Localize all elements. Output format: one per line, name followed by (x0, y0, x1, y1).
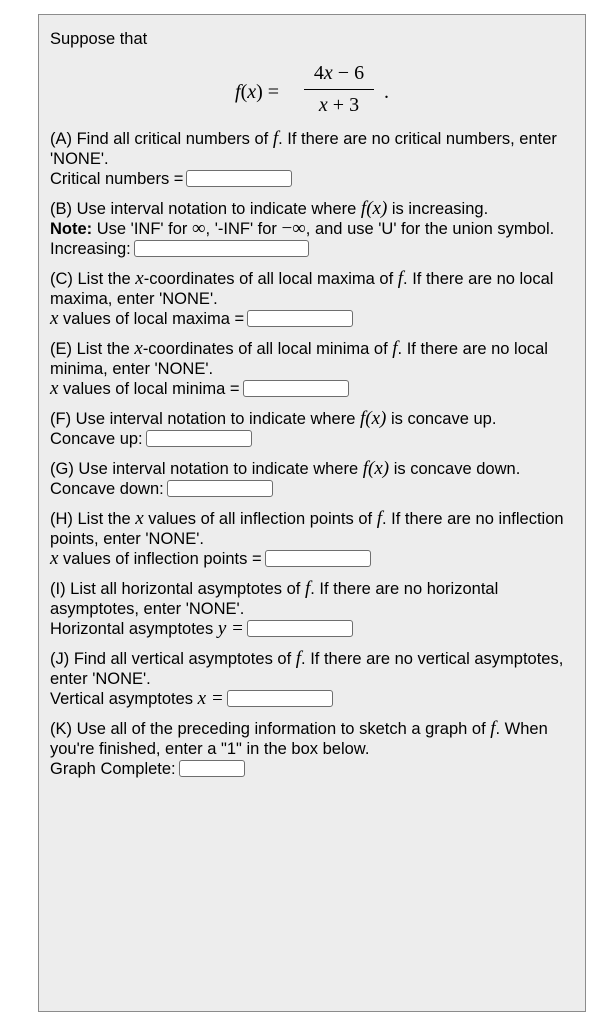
question-c (50, 269, 575, 329)
math-f: f (295, 648, 302, 669)
math-x: x (135, 508, 144, 529)
increasing-label: Increasing: (50, 240, 131, 258)
question-f-text: (F) Use interval notation to indicate where (50, 410, 360, 428)
formula-numerator: 4x − 6 (313, 62, 365, 84)
function-formula (50, 49, 575, 129)
math-x: x (135, 268, 144, 289)
math-f: f (376, 508, 382, 529)
local-minima-input[interactable] (243, 380, 349, 397)
local-maxima-input[interactable] (247, 310, 353, 327)
graph-complete-label: Graph Complete: (50, 760, 176, 778)
question-b-text-2: is increasing. (387, 200, 489, 218)
inflection-points-input[interactable] (265, 550, 371, 567)
negative-infinity-symbol: −∞ (281, 218, 306, 239)
question-f (50, 409, 575, 449)
critical-numbers-label: Critical numbers = (50, 170, 184, 188)
vertical-asymptotes-label: Vertical asymptotes (50, 690, 198, 708)
question-i (50, 579, 575, 639)
graph-complete-input[interactable] (179, 760, 245, 777)
math-f-of-x: f(x) (362, 458, 390, 479)
math-x: x (50, 308, 59, 329)
question-e (50, 339, 575, 399)
increasing-input[interactable] (134, 240, 309, 257)
infinity-symbol: ∞ (192, 218, 206, 239)
formula-period: . (384, 81, 389, 103)
question-f-text-2: is concave up. (386, 410, 497, 428)
formula-denominator: x + 3 (318, 94, 360, 116)
concave-down-label: Concave down: (50, 480, 164, 498)
question-i-text: (I) List all horizontal asymptotes of (50, 580, 305, 598)
horizontal-asymptotes-label: Horizontal asymptotes (50, 620, 218, 638)
question-c-text: (C) List the (50, 270, 136, 288)
concave-up-label: Concave up: (50, 430, 143, 448)
concave-up-input[interactable] (146, 430, 252, 447)
formula-lhs: f(x) = (235, 81, 280, 103)
note-text-1: Use 'INF' for (92, 220, 192, 238)
question-a-text: (A) Find all critical numbers of (50, 130, 273, 148)
question-i-text-2: . If there are no horizontal asymptotes, enter 'NONE'. (50, 580, 499, 618)
question-e-text: (E) List the (50, 340, 135, 358)
question-k-text-2: . When you're finished, enter a "1" in the box below. (50, 720, 548, 758)
note-label: Note: (50, 220, 93, 238)
question-g-text: (G) Use interval notation to indicate where (50, 460, 363, 478)
question-h-text-2: values of all inflection points of (143, 510, 377, 528)
local-minima-label: values of local minima = (58, 380, 240, 398)
question-g (50, 459, 575, 499)
math-f: f (397, 268, 404, 289)
math-f-of-x: f(x) (359, 408, 387, 429)
question-a-text-2: . If there are no critical numbers, enter 'NONE'. (50, 130, 557, 168)
note-text-3: , and use 'U' for the union symbol. (305, 220, 555, 238)
critical-numbers-input[interactable] (186, 170, 292, 187)
question-j (50, 649, 575, 709)
math-f-of-x: f(x) (360, 198, 388, 219)
question-k-text: (K) Use all of the preceding information to sketch a graph of (50, 720, 491, 738)
question-b (50, 199, 575, 259)
intro-text: Suppose that (50, 30, 148, 48)
question-k (50, 719, 575, 779)
question-b-text: (B) Use interval notation to indicate where (50, 200, 361, 218)
question-c-text-2: -coordinates of all local maxima of (143, 270, 398, 288)
inflection-points-label: values of inflection points = (58, 550, 262, 568)
formula-fraction (304, 61, 374, 117)
math-x: x (50, 378, 59, 399)
problem-panel (38, 14, 586, 1012)
math-f: f (392, 338, 398, 359)
vertical-asymptotes-input[interactable] (227, 690, 333, 707)
question-j-text: (J) Find all vertical asymptotes of (50, 650, 296, 668)
question-j-text-2: . If there are no vertical asymptotes, enter 'NONE'. (50, 650, 564, 688)
note-text-2: , '-INF' for (205, 220, 282, 238)
math-x: x (134, 338, 143, 359)
fraction-bar (304, 89, 374, 90)
local-maxima-label: values of local maxima = (58, 310, 245, 328)
question-e-text-3: . If there are no local minima, enter 'NONE'. (50, 340, 548, 378)
question-h (50, 509, 575, 569)
math-f: f (272, 128, 279, 149)
math-y-equals: y = (217, 618, 244, 639)
concave-down-input[interactable] (167, 480, 273, 497)
question-a (50, 129, 575, 189)
question-c-text-3: . If there are no local maxima, enter 'NONE'. (50, 270, 554, 308)
horizontal-asymptotes-input[interactable] (247, 620, 353, 637)
math-x: x (50, 548, 59, 569)
math-x-equals: x = (197, 688, 224, 709)
math-f: f (304, 578, 311, 599)
question-e-text-2: -coordinates of all local minima of (142, 340, 393, 358)
question-h-text: (H) List the (50, 510, 136, 528)
math-f: f (490, 718, 496, 739)
question-g-text-2: is concave down. (389, 460, 521, 478)
question-h-text-3: . If there are no inflection points, enter 'NONE'. (50, 510, 564, 548)
